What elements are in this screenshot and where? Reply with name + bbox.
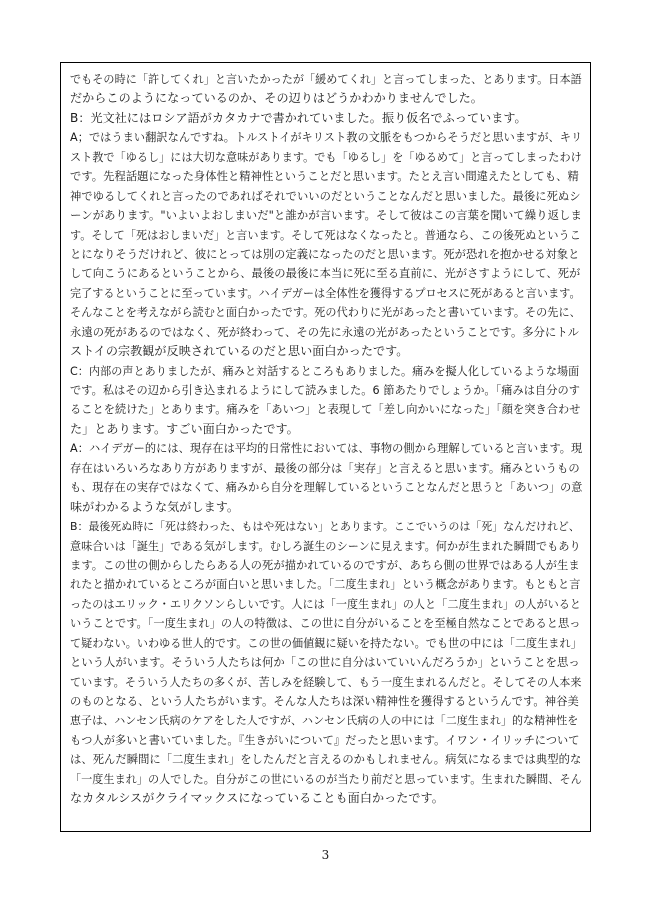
text-line: ます。この世の側からしたらある人の死が描かれているのですが、あちら側の世界ではある人が生ま	[70, 558, 580, 572]
text-line: です。私はその辺から引き込まれるようにして読みました。6 節あたりでしょうか。「痛みは自分のす	[70, 384, 580, 397]
text-line: とになりそうだけれど、彼にとっては別の定義になったのだと思います。死が恐れを抱かせる対象と	[70, 247, 580, 261]
text-line: いうことです。「一度生まれ」の人の特徴は、この世に自分がいることを至極自然なことであると思っ	[70, 617, 581, 631]
text-line: ることを続けた」とあります。痛みを「あいつ」と表現して「差し向かいになった」「顔を突き合わせ	[70, 403, 581, 417]
text-line: ストイの宗教観が反映されているのだと思い面白かったです。	[70, 344, 409, 359]
text-line: れたと描かれているところが面白いと思いました。「二度生まれ」という概念があります。もともと言	[70, 578, 581, 592]
text-line: た」とあります。すごい面白かったです。	[70, 421, 299, 436]
text-line: ーンがあります。"いよいよおしまいだ"と誰かが言います。そして彼はこの言葉を聞いて繰り返しま	[70, 208, 582, 223]
text-line: 恵子は、ハンセン氏病のケアをした人ですが、ハンセン氏病の人の中には「二度生まれ」的な精神性を	[70, 714, 579, 728]
text-line: だからこのようになっているのか、その辺りはどうかわかりませんでした。	[70, 91, 483, 106]
text-line: スト教で「ゆるし」には大切な意味があります。でも「ゆるし」を「ゆるめて」と言ってしまったわけ	[70, 150, 582, 164]
text-line: もつ人が多いと書いていました。『生きがいについて』だったと思います。イワン・イリッチについて	[70, 733, 580, 747]
text-line: なカタルシスがクライマックスになっていることも面白かったです。	[70, 791, 444, 806]
text-line: 意味合いは「誕生」である気がします。むしろ誕生のシーンに見えます。何かが生まれた瞬間でもあり	[70, 539, 581, 553]
text-line: でもその時に「許してくれ」と言いたかったが「緩めてくれ」と言ってしまった、とあります。日本語	[70, 73, 582, 86]
text-line: も、現存在の実存ではなくて、痛みから自分を理解しているということなんだと思うと「あいつ」の意	[70, 481, 582, 495]
text-line: という人がいます。そういう人たちは何か「この世に自分はいていいんだろうか」ということを思っ	[70, 656, 580, 670]
text-line: 永遠の死があるのではなく、死が終わって、その先に永遠の光があったということです。多分にトル	[70, 325, 580, 339]
text-line: B：最後死ぬ時に「死は終わった、もはや死はない」とあります。ここでいうのは「死」なんだけれど、	[70, 520, 580, 534]
text-line: A：ハイデガー的には、現存在は平均的日常性においては、事物の側から理解していると言います。現	[70, 442, 582, 456]
text-line: B：光文社にはロシア語がカタカナで書かれていました。振り仮名でふっています。	[70, 110, 527, 125]
text-line: ったのはエリック・エリクソンらしいです。人には「一度生まれ」の人と「二度生まれ」の人がいると	[70, 597, 582, 611]
text-line: ています。そういう人たちの多くが、苦しみを経験して、もう一度生まれるんだと。そしてその人本来	[70, 675, 582, 689]
text-line: は、死んだ瞬間に「二度生まれ」をしたんだと言えるのかもしれません。病気になるまでは典型的な	[70, 753, 582, 767]
text-line: て疑わない。いわゆる世人的です。この世の価値観に疑いを持たない。でも世の中には「二度生まれ」	[70, 636, 582, 650]
text-line: して向こうにあるということから、最後の最後に本当に死に至る直前に、光がさすようにして、死が	[70, 267, 581, 281]
text-line: 存在はいろいろなあり方がありますが、最後の部分は「実存」と言えると思います。痛みというもの	[70, 461, 580, 475]
text-line: A；ではうまい翻訳なんですね。トルストイがキリスト教の文脈をもつからそうだと思いますが、キリ	[70, 131, 582, 145]
text-box	[60, 62, 591, 832]
text-line: そんなことを考えながら読むと面白かったです。死の代わりに光があったと書いています。その先に、	[70, 306, 581, 320]
text-line: 神でゆるしてくれと言ったのであればそれでいいのだということなんだと思いました。最後に死ぬシ	[70, 189, 581, 203]
text-line: C：内部の声とありましたが、痛みと対話するところもありました。痛みを擬人化しているような場面	[70, 364, 580, 378]
text-line: のものとなる、という人たちがいます。そんな人たちは深い精神性を獲得するというんです。神谷美	[70, 695, 579, 708]
text-line: 完了するということに至っています。ハイデガーは全体性を獲得するプロセスに死があると言います。	[70, 286, 581, 300]
text-line: 味がわかるような気がします。	[70, 499, 240, 514]
page-number: 3	[321, 848, 330, 862]
text-line: です。先程話題になった身体性と精神性ということだと思います。たとえ言い間違えたとしても、精	[70, 170, 579, 184]
text-line: 「一度生まれ」の人でした。自分がこの世にいるのが当たり前だと思っています。生まれた瞬間、そん	[70, 772, 582, 786]
text-line: す。そして「死はおしまいだ」と言います。そして死はなくなったと。普通なら、この後死ぬというこ	[70, 228, 581, 242]
